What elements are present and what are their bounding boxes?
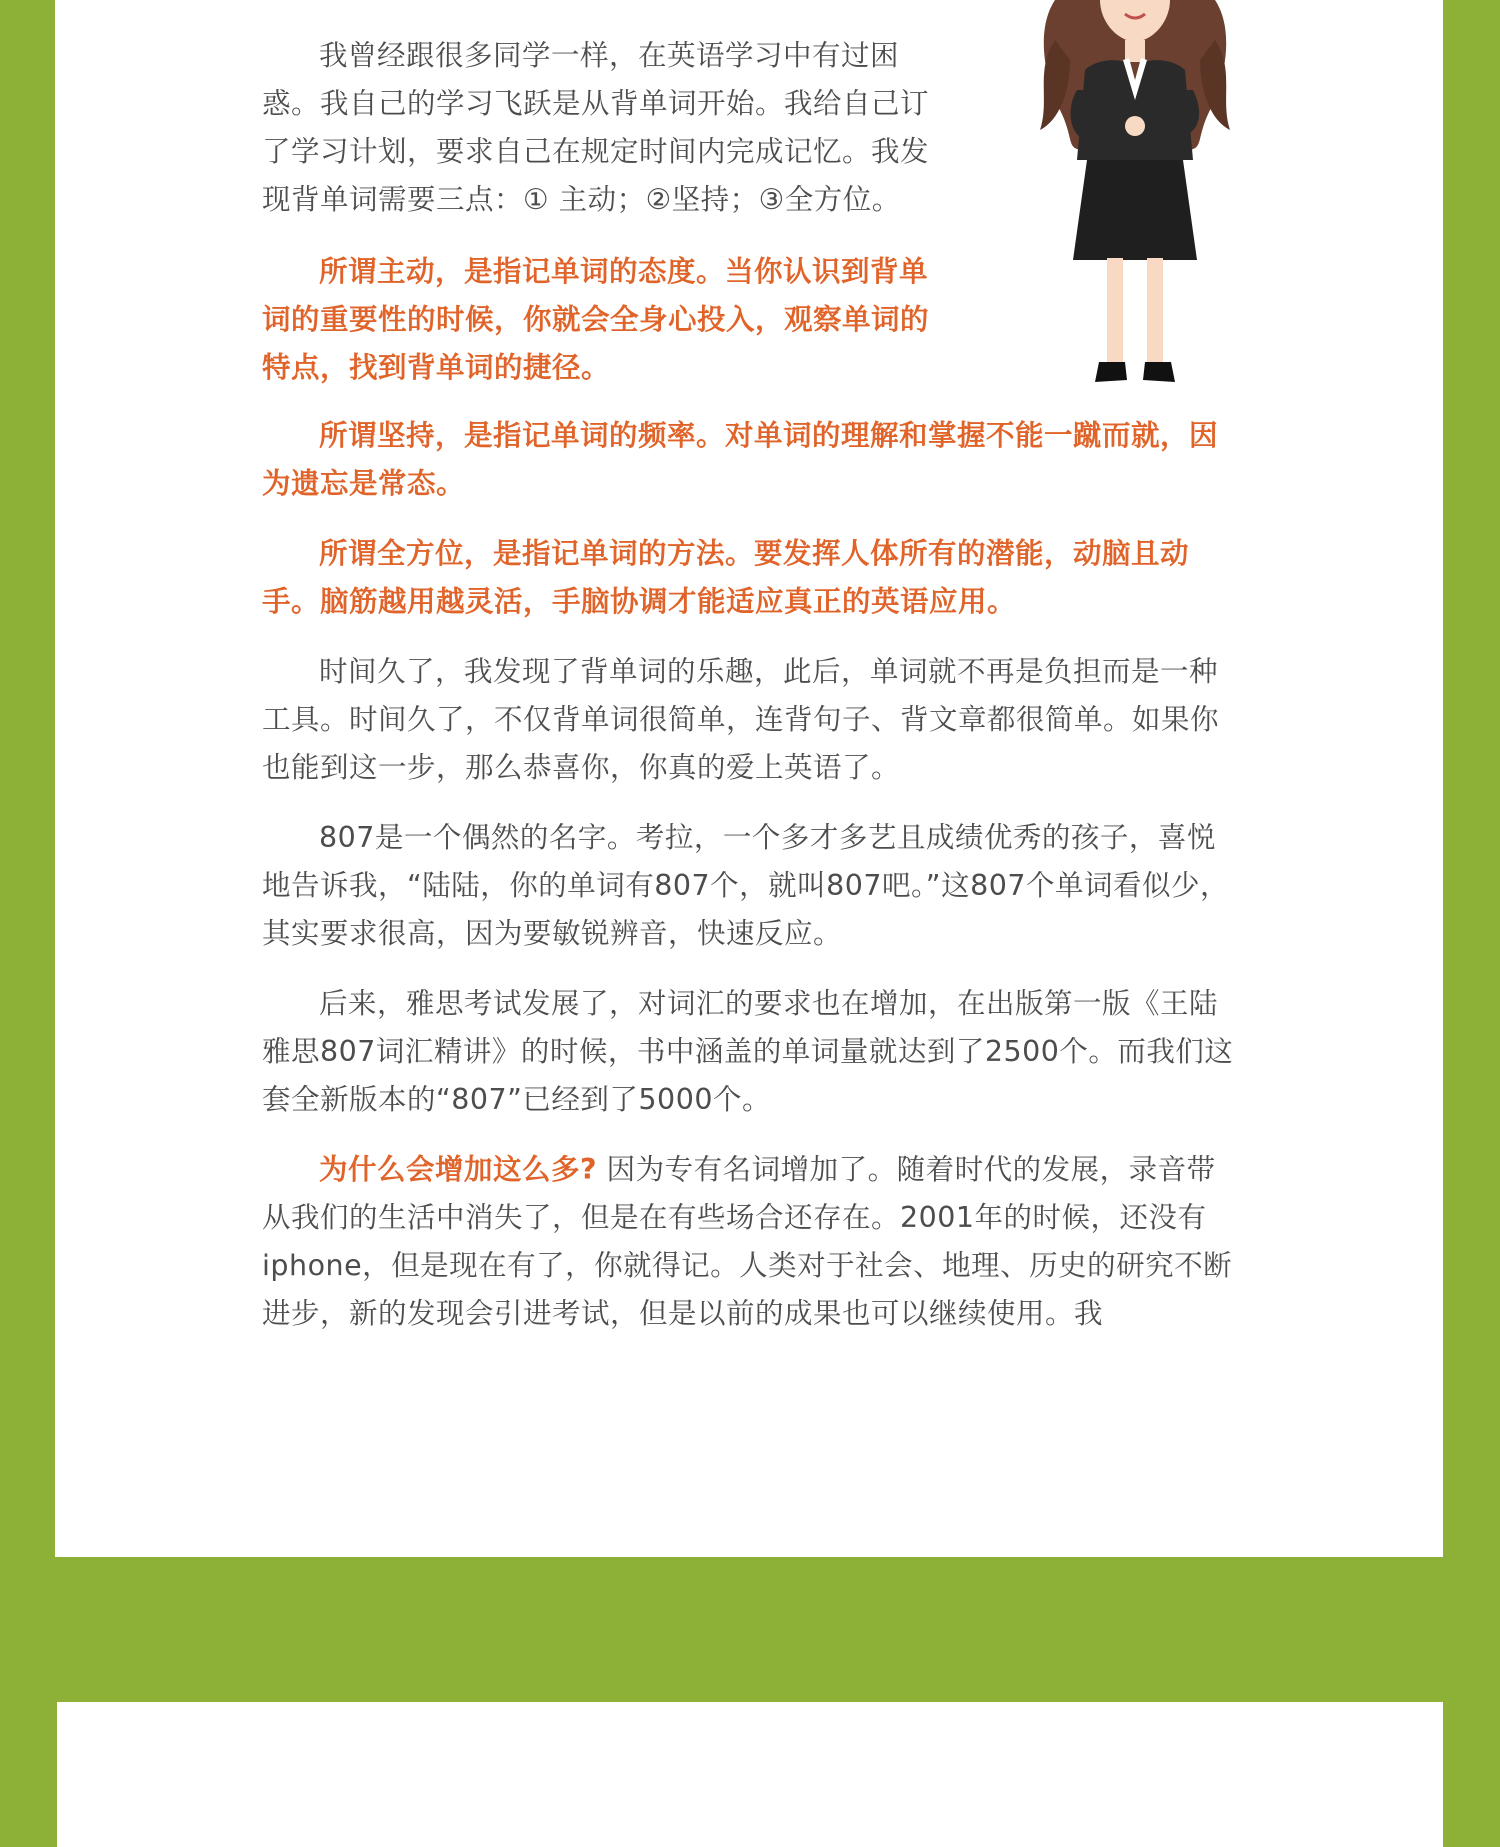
name-origin-paragraph: 807是一个偶然的名字。考拉，一个多才多艺且成绩优秀的孩子，喜悦地告诉我，“陆陆，你的单词有807个，就叫807吧。”这807个单词看似少，其实要求很高，因为要敏锐辨音，快速反应。: [262, 821, 1229, 950]
proactive-paragraph: 所谓主动，是指记单词的态度。当你认识到背单词的重要性的时候，你就会全身心投入，观察单词的特点，找到背单词的捷径。: [262, 255, 930, 384]
growth-question: 为什么会增加这么多?: [319, 1153, 598, 1186]
fun-paragraph: 时间久了，我发现了背单词的乐趣，此后，单词就不再是负担而是一种工具。时间久了，不仅背单词很简单，连背句子、背文章都很简单。如果你也能到这一步，那么恭喜你，你真的爱上英语了。: [262, 655, 1220, 784]
growth-answer: 因为专有名词增加了。随着时代的发展，录音带从我们的生活中消失了，但是在有些场合还存在。2001年的时候，还没有iphone，但是现在有了，你就得记。人类对于社会、地理、历史的研究不断进步，新的发现会引进考试，但是以前的成果也可以继续使用。我: [262, 1153, 1233, 1330]
expansion-paragraph: 后来，雅思考试发展了，对词汇的要求也在增加，在出版第一版《王陆雅思807词汇精讲》的时候，书中涵盖的单词量就达到了2500个。而我们这套全新版本的“807”已经到了5000个。: [262, 987, 1234, 1116]
persistence-paragraph: 所谓坚持，是指记单词的频率。对单词的理解和掌握不能一蹴而就，因为遗忘是常态。: [262, 419, 1219, 500]
all-round-paragraph: 所谓全方位，是指记单词的方法。要发挥人体所有的潜能，动脑且动手。脑筋越用越灵活，手脑协调才能适应真正的英语应用。: [262, 537, 1190, 618]
growth-paragraph: [262, 1146, 1237, 1338]
teacher-illustration: [1015, 0, 1255, 392]
intro-paragraph: 我曾经跟很多同学一样，在英语学习中有过困惑。我自己的学习飞跃是从背单词开始。我给自己订了学习计划，要求自己在规定时间内完成记忆。我发现背单词需要三点：① 主动；②坚持；③全方位。: [262, 39, 930, 216]
next-content-panel: [57, 1702, 1443, 1847]
